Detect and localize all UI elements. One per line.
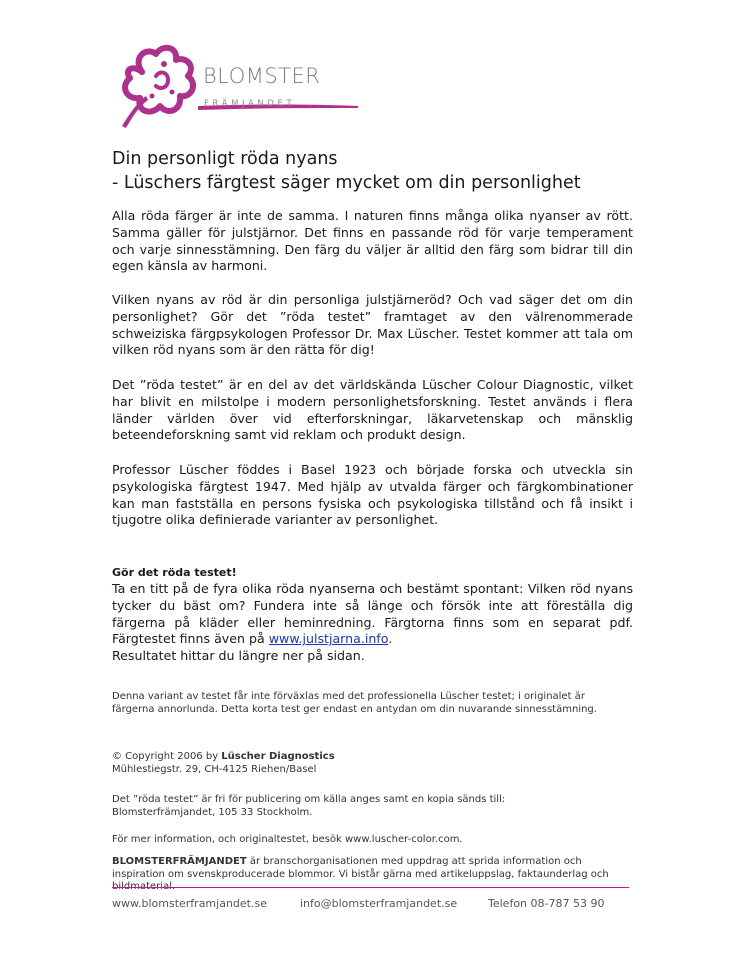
paragraph-question: Vilken nyans av röd är din personliga julstjärneröd? Och vad säger det om din personlighet? Gör det ”röda testet” framtaget av den välrenommerade schweiziska färgpsykologen Professor Dr. Max Lüscher. Testet kommer att tala om vilken röd nyans som är den rätta för dig! [112,292,633,358]
cta-body [112,581,633,648]
about-organisation [112,856,627,894]
paragraph-diagnostic: Det ”röda testet” är en del av det världskända Lüscher Colour Diagnostic, vilket har blivit en milstolpe i modern personlighetsforskning. Testet används i flera länder världen över vid efterforskningar, läkarvetenskap och mänsklig beteendeforskning samt vid reklam och produkt design. [112,377,633,443]
logo-title: BLOMSTER [203,64,321,88]
footer-email[interactable]: info@blomsterframjandet.se [300,897,458,910]
more-info: För mer information, och originaltestet, besök www.luscher-color.com. [112,834,463,845]
cta-heading: Gör det röda testet! [112,566,237,579]
page-subtitle: - Lüschers färgtest säger mycket om din personlighet [112,173,581,193]
about-org-name: BLOMSTERFRÄMJANDET [112,856,247,867]
logo-subtitle: FRÄMJANDET [204,99,296,109]
paragraph-professor: Professor Lüscher föddes i Basel 1923 och började forska och utveckla sin psykologiska färgtest 1947. Med hjälp av utvalda färger och färgkombinationer kan man fastställa en persons fysiska och psykologiska tillstånd och få insikt i tjugotre olika definierade varianter av personlighet. [112,462,633,528]
page-title: Din personligt röda nyans [112,149,338,169]
about-org-text: är branschorganisationen med uppdrag att sprida information och inspiration om svenskproducerade blommor. Vi bistår gärna med artikeluppslag, faktaunderlag och bildmaterial. [112,856,609,893]
publishing-line-1: Det ”röda testet” är fri för publicering om källa anges samt en kopia sänds till: [112,794,506,805]
publishing-line-2: Blomsterfrämjandet, 105 33 Stockholm. [112,806,313,818]
cta-body-text: Ta en titt på de fyra olika röda nyanserna och bestämt spontant: Vilken röd nyans tycker du bäst om? Fundera inte så länge och försök inte att föreställa dig färgerna på kläder eller heminredning. Färgtorna finns som en separat pdf. Färgtestet finns även på [112,581,633,647]
cta-body-end: . [388,631,393,647]
copyright-address: Mühlestiegstr. 29, CH-4125 Riehen/Basel [112,763,317,775]
footer [112,897,604,911]
copyright-company: Lüscher Diagnostics [221,751,335,762]
footer-phone: Telefon 08-787 53 90 [488,897,605,910]
footer-website[interactable]: www.blomsterframjandet.se [112,897,267,910]
cta-result-line: Resultatet hittar du längre ner på sidan. [112,648,365,664]
copyright-block [112,751,627,776]
julstjarna-link[interactable]: www.julstjarna.info [268,631,389,647]
paragraph-intro: Alla röda färger är inte de samma. I naturen finns många olika nyanser av rött. Samma gäller för julstjärnor. Det finns en passande röd för varje temperament och varje sinnesstämning. Den färg du väljer är alltid den färg som bidrar till din egen känsla av harmoni. [112,208,633,274]
headline [112,147,652,195]
cta-section [112,565,633,665]
footer-divider [112,887,629,888]
disclaimer: Denna variant av testet får inte förväxlas med det professionella Lüscher testet; i originalet är färgerna annorlunda. Detta korta test ger endast en antydan om din nuvarande sinnesstämning. [112,691,597,715]
copyright-prefix: © Copyright 2006 by [112,751,222,762]
publishing-block [112,794,627,819]
